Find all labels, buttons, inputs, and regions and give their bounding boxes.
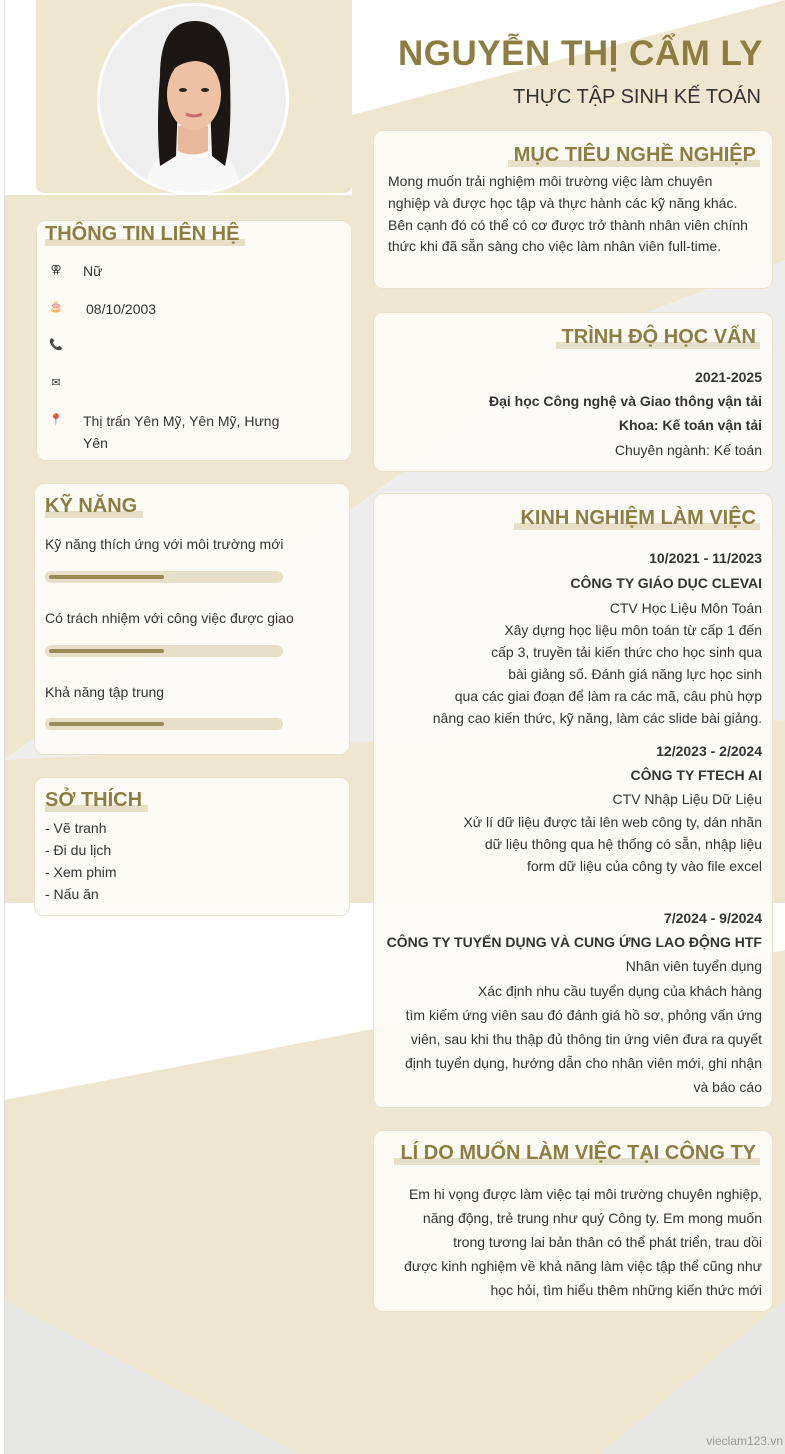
reason-card xyxy=(373,1130,773,1312)
job-desc-line: qua các giai đoạn để làm ra các mã, câu phù hợp xyxy=(454,688,762,704)
job-desc-line: dữ liệu thông qua hệ thống có sẵn, nhập liệu xyxy=(484,836,762,852)
objective-card xyxy=(373,130,773,289)
skill-name: Có trách nhiệm với công việc được giao xyxy=(45,610,294,626)
job-role: CTV Học Liệu Môn Toán xyxy=(609,600,762,616)
reason-heading: LÍ DO MUỐN LÀM VIỆC TẠI CÔNG TY xyxy=(394,1142,760,1165)
hobby-item: - Xem phim xyxy=(45,864,117,880)
skill-bar-fill xyxy=(49,649,164,653)
address-value: Thị trấn Yên Mỹ, Yên Mỹ, Hưng Yên xyxy=(83,413,280,451)
education-school: Đại học Công nghệ và Giao thông vận tải xyxy=(488,393,762,409)
objective-line: thức khi đã sẵn sàng cho việc làm nhân viên full-time. xyxy=(388,238,722,254)
avatar xyxy=(97,3,289,195)
hobbies-heading: SỞ THÍCH xyxy=(45,789,148,812)
hobby-item: - Đi du lịch xyxy=(45,842,112,858)
hobbies-card xyxy=(34,777,350,916)
education-heading: TRÌNH ĐỘ HỌC VẤN xyxy=(556,326,760,349)
education-card xyxy=(373,312,773,472)
job-desc-line: định tuyển dụng, hướng dẫn cho nhân viên mới, ghi nhận xyxy=(405,1055,762,1071)
job-desc-line: tìm kiếm ứng viên sau đó đánh giá hồ sơ, phỏng vấn ứng xyxy=(405,1007,762,1023)
objective-line: Mong muốn trải nghiệm môi trường việc làm chuyên xyxy=(388,173,713,189)
job-role: Nhân viên tuyển dụng xyxy=(625,958,762,974)
skill-name: Kỹ năng thích ứng với môi trường mới xyxy=(45,536,284,552)
job-desc-line: Xử lí dữ liệu được tải lên web công ty, dán nhãn xyxy=(463,814,762,830)
experience-heading: KINH NGHIỆM LÀM VIỆC xyxy=(514,507,760,530)
job-desc-line: cấp 3, truyền tải kiến thức cho học sinh qua xyxy=(491,644,762,660)
job-company: CÔNG TY FTECH AI xyxy=(630,767,762,783)
job-desc-line: bài giảng số. Đánh giá năng lực học sinh xyxy=(508,666,762,682)
job-desc-line: nâng cao kiến thức, kỹ năng, làm các slide bài giảng. xyxy=(432,710,762,726)
job-desc-line: Xác định nhu cầu tuyển dụng của khách hàng xyxy=(477,983,762,999)
job-period: 12/2023 - 2/2024 xyxy=(656,743,762,759)
job-title: THỰC TẬP SINH KẾ TOÁN xyxy=(513,86,761,108)
email-icon: ✉ xyxy=(51,377,61,389)
job-period: 10/2021 - 11/2023 xyxy=(649,550,762,566)
job-company: CÔNG TY TUYỂN DỤNG VÀ CUNG ỨNG LAO ĐỘNG HTF xyxy=(386,934,762,950)
reason-line: được kinh nghiệm về khả năng làm việc tập thể cũng như xyxy=(404,1258,762,1274)
hobby-item: - Vẽ tranh xyxy=(45,820,107,836)
education-period: 2021-2025 xyxy=(695,369,762,385)
gender-icon: ⚢ xyxy=(50,264,62,276)
candidate-name: NGUYỄN THỊ CẨM LY xyxy=(397,34,763,73)
experience-card xyxy=(373,493,773,1108)
skill-bar xyxy=(45,645,283,657)
birthday-value: 08/10/2003 xyxy=(86,301,157,317)
objective-line: Bên cạnh đó có thể có cơ được trở thành nhân viên chính xyxy=(388,217,748,233)
job-desc-line: Xây dựng học liệu môn toán từ cấp 1 đến xyxy=(504,622,762,638)
job-desc-line: viên, sau khi thu thập đủ thông tin ứng viên đưa ra quyết xyxy=(410,1031,762,1047)
objective-heading: MỤC TIÊU NGHỀ NGHIỆP xyxy=(508,144,760,167)
skill-bar-fill xyxy=(49,722,164,726)
watermark: vieclam123.vn xyxy=(706,1434,783,1448)
skill-bar xyxy=(45,718,283,730)
location-pin-icon: 📍 xyxy=(49,414,63,426)
job-period: 7/2024 - 9/2024 xyxy=(663,910,762,926)
skill-bar xyxy=(45,571,283,583)
hobby-item: - Nấu ăn xyxy=(45,886,99,902)
job-desc-line: và báo cáo xyxy=(693,1079,762,1095)
reason-line: Em hi vọng được làm việc tại môi trường chuyên nghiệp, xyxy=(408,1186,762,1202)
education-major: Chuyên ngành: Kế toán xyxy=(614,442,762,458)
reason-line: học hỏi, tìm hiểu thêm những kiến thức mới xyxy=(490,1282,762,1298)
reason-line: năng động, trẻ trung như quý Công ty. Em mong muốn xyxy=(422,1210,762,1226)
job-role: CTV Nhập Liệu Dữ Liệu xyxy=(612,791,762,807)
skill-name: Khả năng tập trung xyxy=(45,684,165,700)
skills-heading: KỸ NĂNG xyxy=(45,495,143,518)
job-desc-line: form dữ liệu của công ty vào file excel xyxy=(526,858,762,874)
contact-heading: THÔNG TIN LIÊN HỆ xyxy=(45,223,245,246)
reason-line: trong tương lai bản thân có thể phát triển, trau dồi xyxy=(453,1234,762,1250)
contact-card xyxy=(36,220,352,461)
phone-icon: 📞 xyxy=(49,339,63,351)
skills-card xyxy=(34,483,350,755)
education-faculty: Khoa: Kế toán vận tải xyxy=(618,417,762,433)
objective-line: nghiệp và được học tập và thực hành các kỹ năng khác. xyxy=(388,195,738,211)
gender-value: Nữ xyxy=(83,263,103,279)
skill-bar-fill xyxy=(49,575,164,579)
job-company: CÔNG TY GIÁO DỤC CLEVAI xyxy=(570,575,762,591)
birthday-cake-icon: 🎂 xyxy=(49,301,63,313)
